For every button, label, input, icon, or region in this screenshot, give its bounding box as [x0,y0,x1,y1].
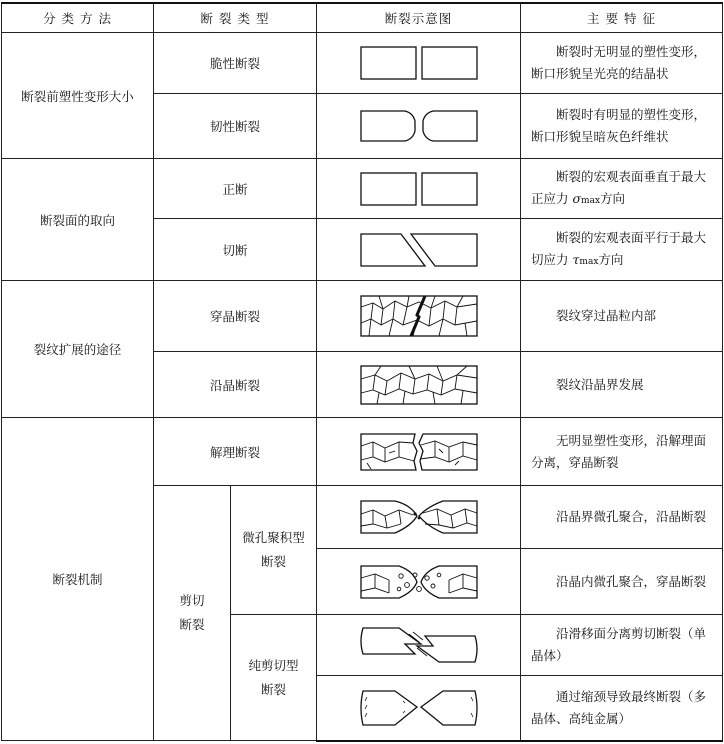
type-shear: 切断 [154,219,317,281]
header-diagram: 断裂示意图 [317,3,521,33]
diagram-ductile [317,94,521,159]
diagram-shear [317,219,521,281]
type-shear-fracture: 剪切 断裂 [154,486,231,741]
diagram-brittle [317,33,521,94]
diagram-intergranular [317,352,521,418]
table-row [2,281,723,352]
type-cleavage: 解理断裂 [154,418,317,486]
type-microvoid: 微孔聚积型 断裂 [231,486,317,615]
feature-necking: 通过缩颈导致最终断裂（多晶体、高纯金属） [521,676,723,741]
feature-ductile: 断裂时有明显的塑性变形，断口形貌呈暗灰色纤维状 [521,94,723,159]
diagram-slip-shear [317,615,521,676]
feature-brittle: 断裂时无明显的塑性变形，断口形貌呈光亮的结晶状 [521,33,723,94]
group-plastic: 断裂前塑性变形大小 [2,33,154,159]
table-row [2,159,723,219]
type-brittle: 脆性断裂 [154,33,317,94]
diagram-normal [317,159,521,219]
type-ductile: 韧性断裂 [154,94,317,159]
feature-slip-shear: 沿滑移面分离剪切断裂（单晶体） [521,615,723,676]
diagram-microvoid-inter [317,486,521,549]
feature-microvoid-trans: 沿晶内微孔聚合，穿晶断裂 [521,549,723,615]
diagram-microvoid-trans [317,549,521,615]
feature-normal: 断裂的宏观表面垂直于最大正应力 σmax方向 [521,159,723,219]
table-row [2,418,723,486]
type-intergranular: 沿晶断裂 [154,352,317,418]
type-pure-shear: 纯剪切型 断裂 [231,615,317,741]
fracture-classification-table [1,2,723,742]
table-row [2,33,723,94]
header-type: 断 裂 类 型 [154,3,317,33]
diagram-necking [317,676,521,741]
diagram-transgranular [317,281,521,352]
feature-intergranular: 裂纹沿晶界发展 [521,352,723,418]
header-feature: 主 要 特 征 [521,3,723,33]
header-row [2,3,723,33]
group-orientation: 断裂面的取向 [2,159,154,281]
feature-transgranular: 裂纹穿过晶粒内部 [521,281,723,352]
feature-shear: 断裂的宏观表面平行于最大切应力 τmax方向 [521,219,723,281]
type-normal: 正断 [154,159,317,219]
group-mechanism: 断裂机制 [2,418,154,741]
feature-cleavage: 无明显塑性变形，沿解理面分离，穿晶断裂 [521,418,723,486]
diagram-cleavage [317,418,521,486]
header-method: 分 类 方 法 [2,3,154,33]
type-transgranular: 穿晶断裂 [154,281,317,352]
group-path: 裂纹扩展的途径 [2,281,154,418]
feature-microvoid-inter: 沿晶界微孔聚合，沿晶断裂 [521,486,723,549]
